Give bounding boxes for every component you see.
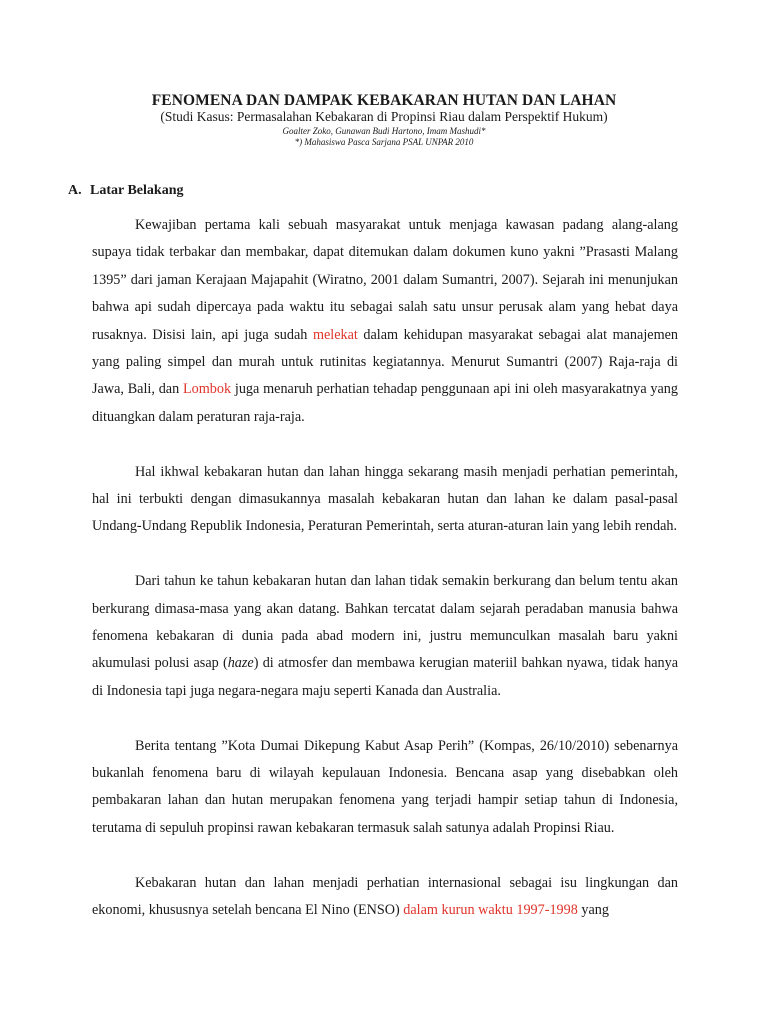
paragraph-text: dalam kehidupan masyarakat sebagai alat manajemen yang paling simpel dan murah untuk rutinitas kegiatannya. Menurut Sumantri (2007) Raja-raja di Jawa, Bali, dan <box>92 326 678 398</box>
paragraph-text: Kewajiban pertama kali sebuah masyarakat untuk menjaga kawasan padang alang-alang supaya tidak terbakar dan membakar, dapat ditemukan dalam dokumen kuno yakni ”Prasasti Malang 1395” dari jaman Kerajaan Majapahit (Wiratno, 2001 dalam Sumantri, 2007). Sejarah ini menunjukan bahwa api sudah dipercaya pada waktu itu sebagai salah satu unsur perusak alam yang hebat daya rusaknya. Disisi lain, api juga sudah <box>92 217 678 343</box>
highlighted-text: dalam kurun waktu 1997-1998 <box>403 902 578 919</box>
paragraph-5 <box>92 870 678 925</box>
paragraph-4: Berita tentang ”Kota Dumai Dikepung Kabut Asap Perih” (Kompas, 26/10/2010) sebenarnya bukanlah fenomena baru di wilayah kepulauan Indonesia. Bencana asap yang disebabkan oleh pembakaran lahan dan hutan merupakan fenomena yang terjadi hampir setiap tahun di Indonesia, terutama di sepuluh propinsi rawan kebakaran termasuk salah satunya adalah Propinsi Riau. <box>92 737 678 836</box>
highlighted-text: melekat <box>312 326 358 343</box>
author-affiliation: *) Mahasiswa Pasca Sarjana PSAL UNPAR 2010 <box>294 137 474 147</box>
document-subtitle: (Studi Kasus: Permasalahan Kebakaran di Propinsi Riau dalam Perspektif Hukum) <box>160 109 608 124</box>
highlighted-text: Lombok <box>183 381 232 398</box>
section-number: A. <box>68 183 82 198</box>
author-list: Goalter Zoko, Gunawan Budi Hartono, Imam Mashudi* <box>282 126 486 136</box>
paragraph-text: juga menaruh perhatian tehadap penggunaan api ini oleh masyarakatnya yang dituangkan dalam peraturan raja-raja. <box>92 381 678 425</box>
italic-term: haze <box>227 655 254 672</box>
paragraph-text: Kebakaran hutan dan lahan menjadi perhatian internasional sebagai isu lingkungan dan ekonomi, khususnya setelah bencana El Nino (ENSO) <box>92 874 678 919</box>
paragraph-1 <box>92 212 678 431</box>
document-body <box>92 212 678 952</box>
paragraph-2: Hal ikhwal kebakaran hutan dan lahan hingga sekarang masih menjadi perhatian pemerintah, hal ini terbukti dengan dimasukannya masalah kebakaran hutan dan lahan ke dalam pasal-pasal Undang-Undang Republik Indonesia, Peraturan Pemerintah, serta aturan-aturan lain yang lebih rendah. <box>92 463 678 535</box>
paragraph-text: Dari tahun ke tahun kebakaran hutan dan lahan tidak semakin berkurang dan belum tentu akan berkurang dimasa-masa yang akan datang. Bahkan tercatat dalam sejarah peradaban manusia bahwa fenomena kebakaran di dunia pada abad modern ini, justru memunculkan masalah baru yakni akumulasi polusi asap ( <box>92 573 678 672</box>
document-title: FENOMENA DAN DAMPAK KEBAKARAN HUTAN DAN LAHAN <box>151 92 617 109</box>
paragraph-3 <box>92 568 678 705</box>
section-heading <box>68 183 183 199</box>
paragraph-text: yang <box>577 902 609 919</box>
paragraph-text: ) di atmosfer dan membawa kerugian materiil bahkan nyawa, tidak hanya di Indonesia tapi juga negara-negara maju seperti Kanada dan Australia. <box>92 655 678 699</box>
section-title: Latar Belakang <box>90 183 184 198</box>
